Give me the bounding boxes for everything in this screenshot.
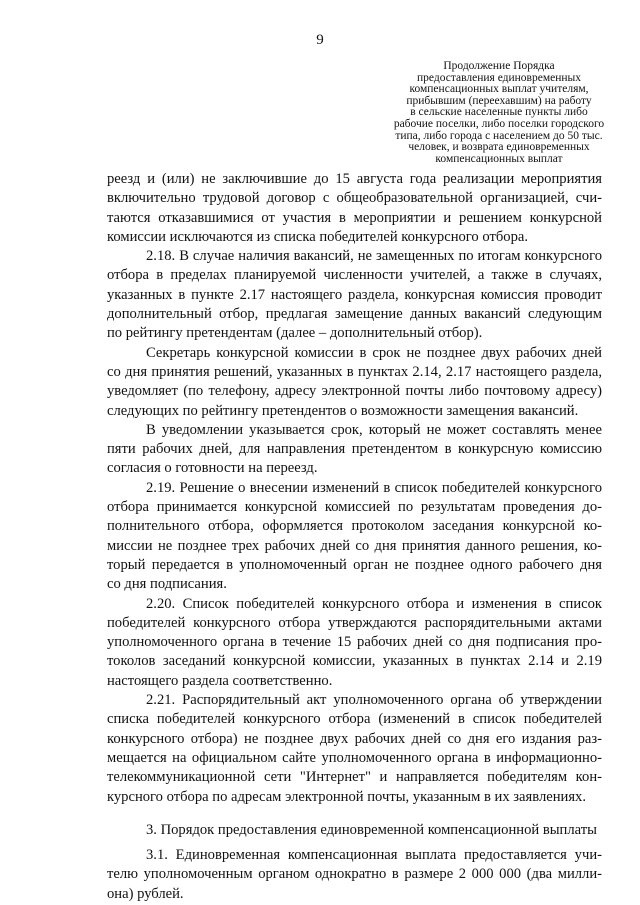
text-line: 2.20. Список победителей конкурсного отбора и изменения в список [146, 595, 602, 612]
text-line: следующих по рейтингу претендентов о возможности замещения вакансий. [107, 402, 579, 419]
text-line: токолов заседаний конкурсной комиссии, указанных в пунктах 2.14 и 2.19 [107, 653, 602, 670]
paragraph [107, 479, 602, 595]
text-line: реезд и (или) не заключившие до 15 августа года реализации мероприятия [107, 171, 602, 187]
header-note-line: типа, либо города с населением до 50 тыс. [395, 129, 603, 142]
document-body [107, 170, 602, 904]
text-line: включительно трудовой договор с общеобразовательной организацией, счи- [107, 190, 602, 207]
text-line: полнительного отбора, оформляется протоколом заседания конкурсной ко- [107, 518, 602, 535]
header-note-line: рабочие поселки, либо поселки городского [393, 117, 605, 130]
text-line: мещается на официальном сайте уполномоченного органа в информационно- [107, 749, 602, 766]
text-line: со дня подписания. [107, 576, 227, 593]
text-line: списка победителей конкурсного отбора (изменений в список победителей [107, 711, 602, 728]
page-number: 9 [316, 32, 324, 48]
text-line: курсного отбора по адресам электронной почты, указанным в их заявлениях. [107, 788, 586, 805]
header-note-line: компенсационных выплат [435, 152, 563, 165]
text-line: комиссии исключаются из списка победителей конкурсного отбора. [107, 228, 529, 245]
text-line: дополнительный отбор, предлагая замещение данных вакансий следующим [107, 306, 602, 323]
paragraph [107, 595, 602, 691]
text-line: Секретарь конкурсной комиссии в срок не позднее двух рабочих дней [146, 344, 602, 361]
text-line: она) рублей. [107, 885, 184, 902]
section-heading: 3. Порядок предоставления единовременной компенсационной выплаты [146, 821, 597, 838]
text-line: отбора в пределах планируемой численности учителей, а также в случаях, [107, 267, 602, 284]
text-line: торый передается в уполномоченный орган не позднее одного рабочего дня [107, 556, 602, 573]
paragraph [107, 691, 602, 807]
header-note-line: в сельские населенные пункты либо [410, 106, 588, 119]
header-note-line: компенсационных выплат учителям, [409, 83, 589, 96]
text-line: 2.21. Распорядительный акт уполномоченного органа об утверждении [146, 692, 602, 709]
text-line: уполномоченного органа в течение 15 рабочих дней со дня подписания про- [107, 634, 602, 651]
header-note [384, 61, 614, 165]
text-line: уведомляет (по телефону, адресу электронной почты либо почтовому адресу) [107, 383, 602, 400]
text-line: миссии не позднее трех рабочих дней со дня принятия данного решения, ко- [107, 537, 602, 554]
text-line: 3.1. Единовременная компенсационная выплата предоставляется учи- [146, 847, 602, 864]
text-line: со дня принятия решений, указанных в пунктах 2.14, 2.17 настоящего раздела, [107, 363, 602, 380]
paragraph [107, 421, 602, 479]
text-line: В уведомлении указывается срок, который не может составлять менее [146, 421, 602, 438]
text-line: телекоммуникационной сети "Интернет" и направляется победителям кон- [107, 769, 602, 786]
header-note-line: человек, и возврата единовременных [408, 141, 590, 154]
paragraph [107, 247, 602, 343]
text-line: отбора принимается конкурсной комиссией по результатам проведения до- [107, 499, 602, 516]
text-line: пяти рабочих дней, для направления претендентом в конкурсную комиссию [107, 441, 602, 458]
paragraph [107, 344, 602, 421]
text-line: 2.19. Решение о внесении изменений в список победителей конкурсного [146, 479, 602, 496]
paragraph [107, 846, 602, 904]
text-line: победителей конкурсного отбора утверждаются распорядительными актами [107, 614, 602, 631]
text-line: по рейтингу претендентам (далее – дополнительный отбор). [107, 325, 483, 342]
header-note-line: Продолжение Порядка [443, 60, 555, 72]
text-line: таются отказавшимися от участия в мероприятии и решением конкурсной [107, 209, 602, 226]
header-note-line: прибывшим (переехавшим) на работу [406, 94, 592, 107]
header-note-line: предоставления единовременных [416, 71, 582, 84]
text-line: 2.18. В случае наличия вакансий, не замещенных по итогам конкурсного [146, 248, 602, 265]
paragraph [107, 170, 602, 247]
text-line: конкурсного отбора) не позднее двух рабочих дней со дня его издания раз- [107, 730, 602, 747]
text-line: телю уполномоченным органом однократно в размере 2 000 000 (два милли- [107, 866, 602, 883]
text-line: настоящего раздела соответственно. [107, 672, 333, 689]
text-line: согласия о готовности на переезд. [107, 460, 318, 477]
text-line: указанных в пункте 2.17 настоящего раздела, конкурсная комиссия проводит [107, 286, 602, 303]
